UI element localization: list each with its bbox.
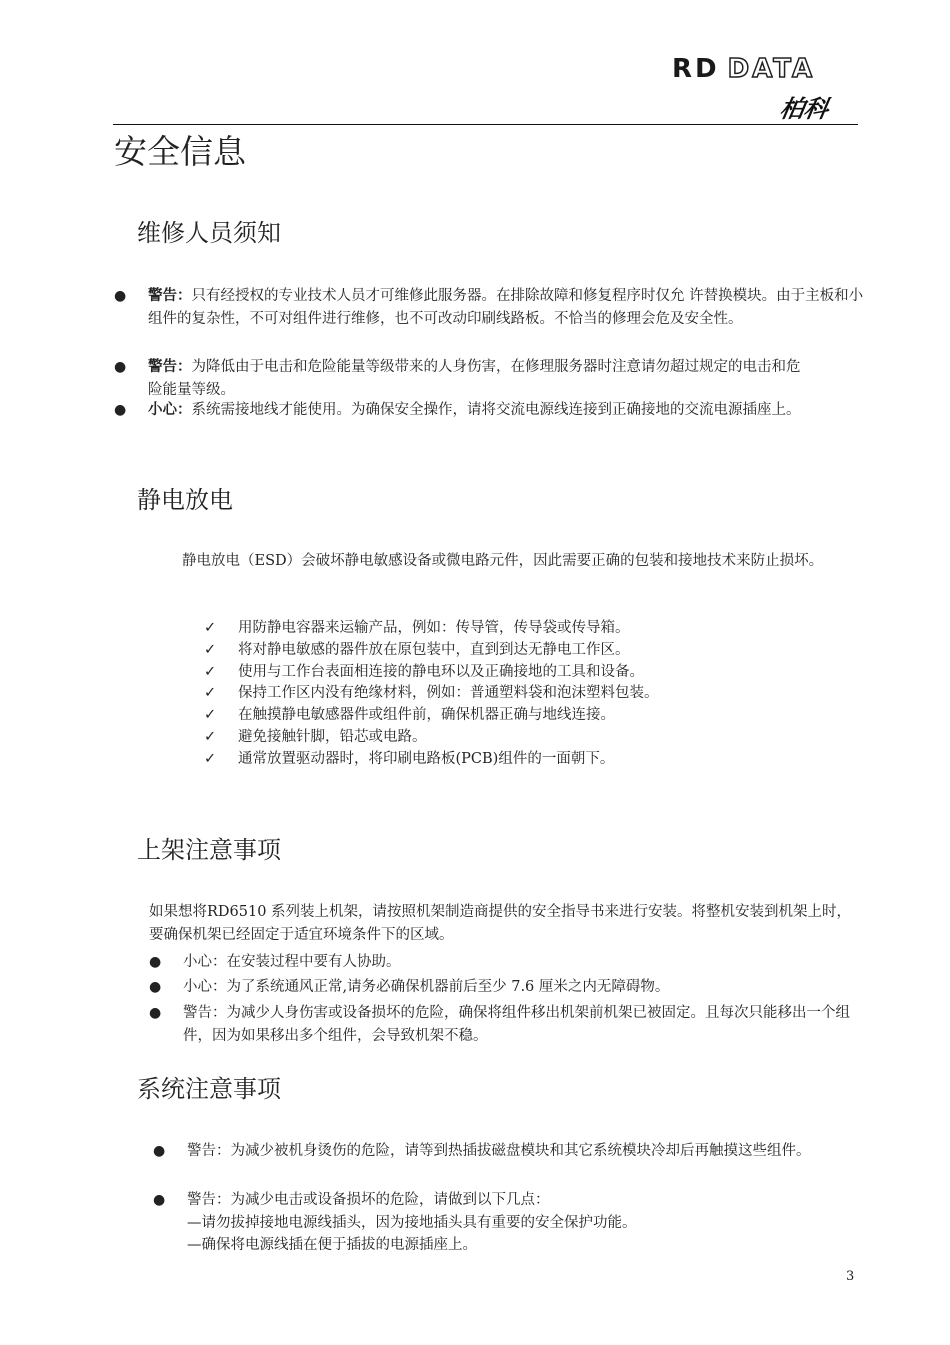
check-icon: ✓ [204,620,217,636]
bullet-icon: ● [114,288,127,304]
list-item [204,749,824,771]
esd-intro: 静电放电（ESD）会破坏静电敏感设备或微电路元件，因此需要正确的包装和接地技术来防止损坏。 [182,553,824,569]
list-item [114,356,814,401]
page-title: 安全信息 [114,132,246,171]
sub-item-text: —请勿拔掉接地电源线插头，因为接地插头具有重要的安全保护功能。 [187,1214,637,1231]
check-icon: ✓ [204,750,217,767]
item-text: 小心：在安装过程中要有人协助。 [183,954,401,970]
bullet-icon: ● [149,1005,162,1021]
warning-label: 警告： [148,358,192,375]
item-text: 避免接触针脚，铅芯或电路。 [238,728,427,745]
check-icon: ✓ [204,641,217,658]
item-text: 系统需接地线才能使用。为确保安全操作，请将交流电源线连接到正确接地的交流电源插座上。 [191,402,801,418]
list-item [114,399,814,444]
section-heading-rack: 上架注意事项 [137,836,281,864]
check-icon: ✓ [204,663,217,680]
list-item [149,1002,863,1048]
list-item [153,1189,863,1259]
section-heading-system: 系统注意事项 [137,1075,281,1103]
item-text: 使用与工作台表面相连接的静电环以及正确接地的工具和设备。 [238,663,644,680]
item-text: 通常放置驱动器时，将印刷电路板(PCB)组件的一面朝下。 [238,750,615,767]
esd-checklist [204,618,824,771]
item-text: 只有经授权的专业技术人员才可维修此服务器。在排除故障和修复程序时仅允 许替换模块。由于主板和小组件的复杂性，不可对组件进行维修，也不可改动印刷线路板。不恰当的修理会危及安全性。 [148,288,864,327]
item-text: 为降低由于电击和危险能量等级带来的人身伤害，在修理服务器时注意请勿超过规定的电击和危险能量等级。 [148,359,801,398]
logo-rd-data [672,52,822,86]
item-text: 将对静电敏感的器件放在原包装中，直到到达无静电工作区。 [238,641,630,658]
company-logo [672,52,862,126]
bullet-icon: ● [114,359,127,375]
item-text: 小心：为了系统通风正常,请务必确保机器前后至少 7.6 厘米之内无障碍物。 [183,979,670,995]
check-icon: ✓ [204,728,217,745]
item-text: 警告：为减少被机身烫伤的危险，请等到热插拔磁盘模块和其它系统模块冷却后再触摸这些组件。 [187,1143,811,1159]
list-item [204,683,824,705]
list-item [204,662,824,684]
warning-label: 警告： [148,287,192,304]
section-heading-esd: 静电放电 [137,486,233,514]
rack-intro: 如果想将RD6510 系列装上机架，请按照机架制造商提供的安全指导书来进行安装。将整机安装到机架上时，要确保机架已经固定于适宜环境条件下的区域。 [149,904,852,943]
page-number: 3 [846,1269,855,1284]
bullet-icon: ● [153,1192,166,1208]
logo-rd-text: RD [672,54,720,84]
list-item [149,951,861,974]
caution-label: 小心： [148,401,192,418]
bullet-icon: ● [149,954,162,970]
header-divider [113,124,858,125]
item-text: 警告：为减少人身伤害或设备损坏的危险，确保将组件移出机架前机架已被固定。且每次只能移出一个组件，因为如果移出多个组件，会导致机架不稳。 [183,1005,850,1044]
list-item [204,705,824,727]
list-item [153,1140,863,1186]
bullet-icon: ● [153,1143,166,1159]
list-item [204,618,824,640]
logo-chinese-name: 柏科 [777,95,831,123]
item-text: 警告：为减少电击或设备损坏的危险，请做到以下几点： [187,1192,550,1208]
check-icon: ✓ [204,685,217,702]
bullet-icon: ● [114,402,127,418]
section-heading-maintenance: 维修人员须知 [137,219,281,247]
bullet-icon: ● [149,979,162,995]
item-text: 在触摸静电敏感器件或组件前，确保机器正确与地线连接。 [238,707,615,724]
list-item [204,727,824,749]
list-item [204,640,824,662]
item-text: 用防静电容器来运输产品，例如：传导管，传导袋或传导箱。 [238,620,630,636]
logo-data-text: DATA [727,54,816,84]
item-text: 保持工作区内没有绝缘材料，例如：普通塑料袋和泡沫塑料包装。 [238,685,659,702]
check-icon: ✓ [204,707,217,724]
list-item [149,976,861,999]
sub-item-text: —确保将电源线插在便于插拔的电源插座上。 [187,1237,477,1253]
list-item [114,285,864,353]
